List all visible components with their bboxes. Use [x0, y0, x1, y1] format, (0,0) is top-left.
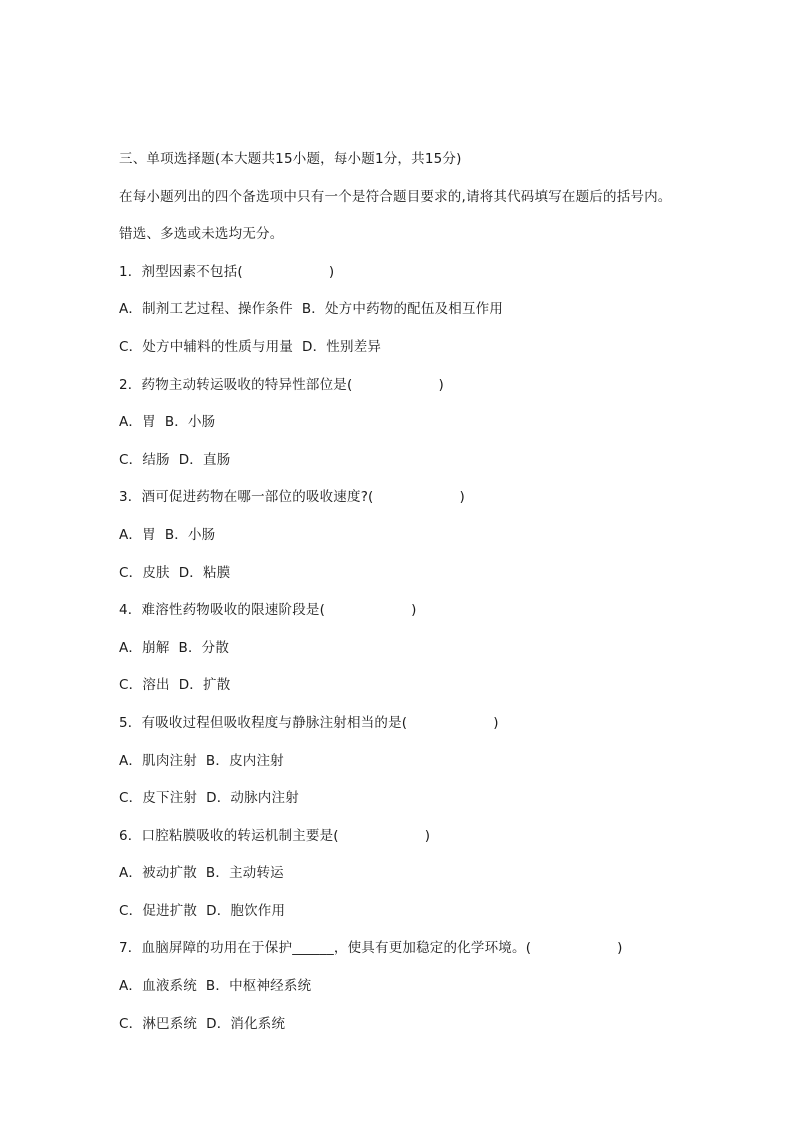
question-close-paren: ): [411, 602, 417, 619]
question-text: 1．剂型因素不包括(: [119, 263, 243, 280]
question-options-row: C．促进扩散 D．胞饮作用: [119, 902, 286, 919]
question-close-paren: ): [617, 940, 623, 957]
question-options-row: A．血液系统 B．中枢神经系统: [119, 978, 312, 995]
question-options-row: A．肌肉注射 B．皮内注射: [119, 752, 284, 769]
question-stem: [119, 592, 719, 630]
section-heading: 三、单项选择题(本大题共15小题，每小题1分，共15分): [119, 151, 462, 167]
document-page: [119, 141, 719, 1043]
question-options-row: C．皮下注射 D．动脉内注射: [119, 790, 299, 807]
instruction-line-1: 在每小题列出的四个备选项中只有一个是符合题目要求的,请将其代码填写在题后的括号内。: [119, 188, 672, 205]
question-stem: [119, 818, 719, 856]
question-options-row: C．皮肤 D．粘膜: [119, 564, 231, 581]
question-options-row: A．被动扩散 B．主动转运: [119, 865, 284, 882]
question-close-paren: ): [424, 827, 431, 844]
question-options-row: C．溶出 D．扩散: [119, 677, 231, 694]
question-close-paren: ): [493, 714, 499, 731]
question-stem: [119, 479, 719, 517]
question-text: 4．难溶性药物吸收的限速阶段是(: [119, 602, 326, 619]
question-stem: [119, 367, 719, 405]
question-stem: [119, 705, 719, 743]
question-close-paren: ): [328, 263, 335, 280]
question-close-paren: ): [459, 489, 465, 506]
question-options-row: A．胃 B．小肠: [119, 414, 216, 431]
question-text: 7．血脑屏障的功用在于保护______，使具有更加稳定的化学环境。(: [119, 940, 532, 957]
question-options-row: A．胃 B．小肠: [119, 526, 216, 543]
question-options-row: A．崩解 B．分散: [119, 639, 230, 656]
instruction-line-2: 错选、多选或未选均无分。: [119, 226, 284, 243]
question-options-row: C．结肠 D．直肠: [119, 451, 231, 468]
question-text: 3．酒可促进药物在哪一部位的吸收速度?(: [119, 489, 374, 506]
question-options-row: C．处方中辅料的性质与用量 D．性别差异: [119, 338, 382, 355]
question-text: 5．有吸收过程但吸收程度与静脉注射相当的是(: [119, 714, 408, 731]
question-options-row: A．制剂工艺过程、操作条件 B．处方中药物的配伍及相互作用: [119, 301, 504, 318]
question-stem: [119, 930, 719, 968]
question-options-row: C．淋巴系统 D．消化系统: [119, 1015, 286, 1032]
question-text: 2．药物主动转运吸收的特异性部位是(: [119, 376, 353, 393]
question-stem: [119, 254, 719, 292]
question-close-paren: ): [438, 376, 444, 393]
question-text: 6．口腔粘膜吸收的转运机制主要是(: [119, 827, 339, 844]
